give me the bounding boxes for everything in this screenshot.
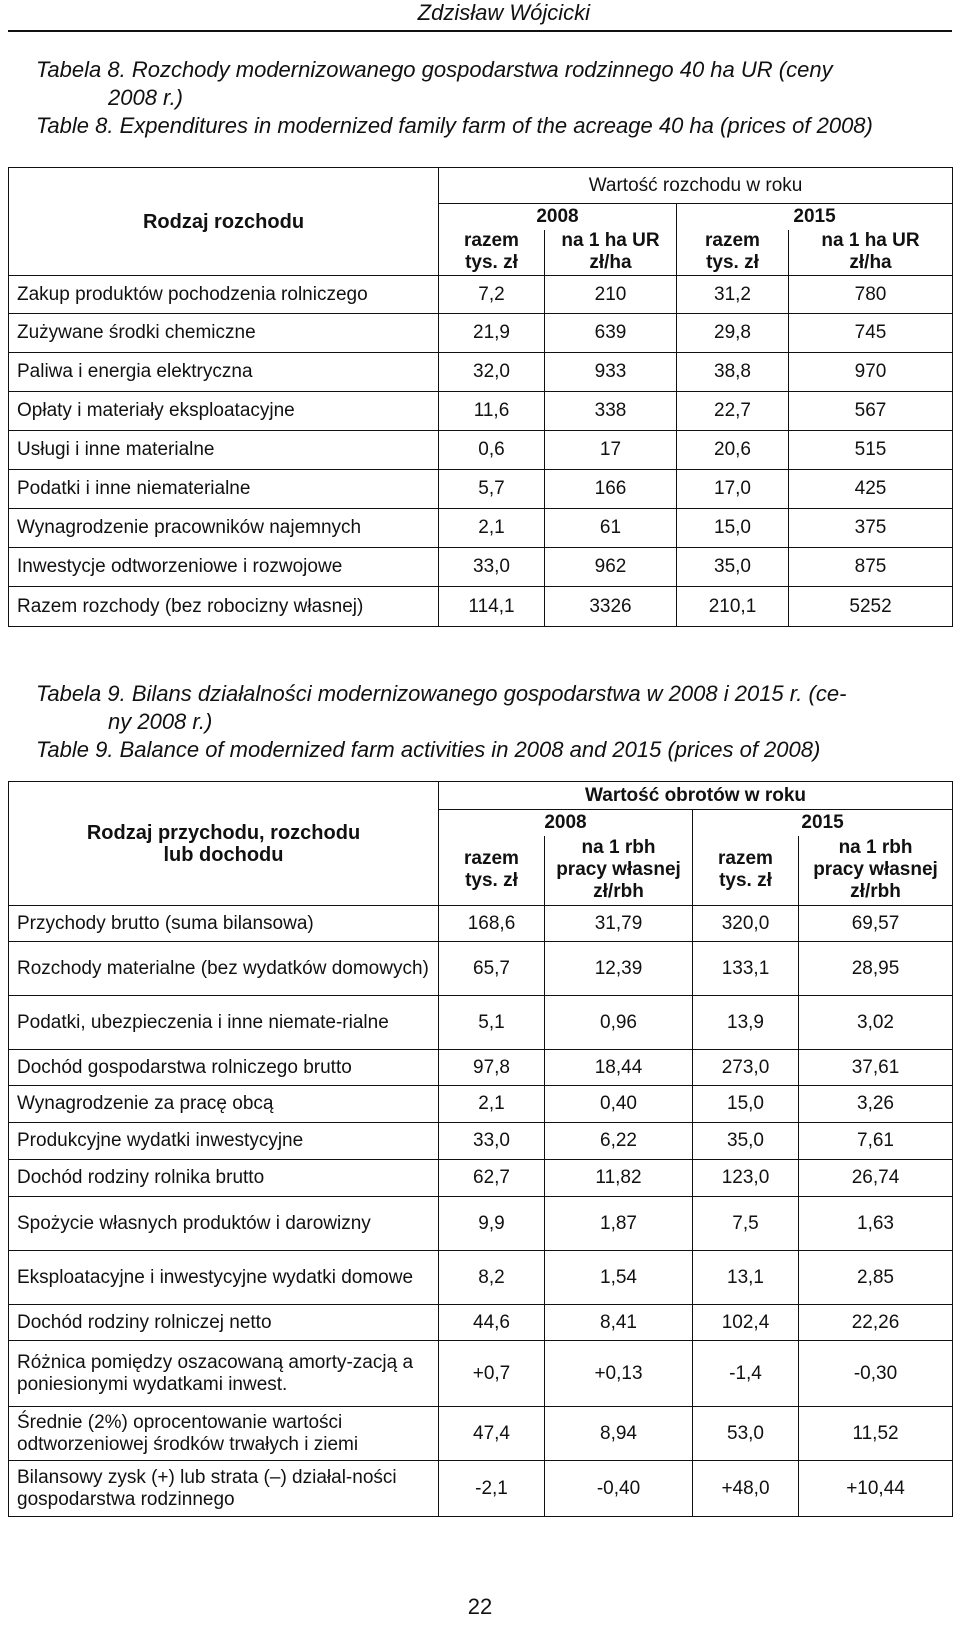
table-row [9, 1197, 953, 1251]
row-label: Rozchody materialne (bez wydatków domowych) [9, 942, 439, 996]
table-row [9, 1251, 953, 1305]
row-label: Paliwa i energia elektryczna [9, 353, 439, 392]
cell: 102,4 [693, 1305, 799, 1341]
cell: 0,96 [545, 996, 693, 1050]
cell: 15,0 [677, 509, 789, 548]
cell: 168,6 [439, 906, 545, 942]
table-row [9, 1123, 953, 1160]
row-label: Wynagrodzenie pracowników najemnych [9, 509, 439, 548]
table-row [9, 942, 953, 996]
cell: 875 [789, 548, 953, 587]
row-label: Razem rozchody (bez robocizny własnej) [9, 587, 439, 627]
cell: 8,94 [545, 1407, 693, 1461]
cell: 639 [545, 314, 677, 353]
table8-group-header: Wartość rozchodu w roku [439, 168, 953, 204]
cell: 3,26 [799, 1086, 953, 1123]
header-rule [8, 30, 952, 32]
row-label: Bilansowy zysk (+) lub strata (–) działal-ności gospodarstwa rodzinnego [9, 1461, 439, 1517]
row-label: Wynagrodzenie za pracę obcą [9, 1086, 439, 1123]
row-label: Dochód gospodarstwa rolniczego brutto [9, 1050, 439, 1086]
row-label: Spożycie własnych produktów i darowizny [9, 1197, 439, 1251]
cell: +48,0 [693, 1461, 799, 1517]
table9-group-header: Wartość obrotów w roku [439, 782, 953, 810]
cell: 2,85 [799, 1251, 953, 1305]
table-row [9, 392, 953, 431]
row-label: Średnie (2%) oprocentowanie wartości odtworzeniowej środków trwałych i ziemi [9, 1407, 439, 1461]
cell: 745 [789, 314, 953, 353]
cell: 47,4 [439, 1407, 545, 1461]
cell: 7,61 [799, 1123, 953, 1160]
table8-caption [36, 56, 956, 140]
cell: 12,39 [545, 942, 693, 996]
cell: 3326 [545, 587, 677, 627]
table9-col-total-2015: razem tys. zł [693, 836, 799, 906]
cell: -1,4 [693, 1341, 799, 1407]
row-label: Dochód rodziny rolniczej netto [9, 1305, 439, 1341]
cell: 210 [545, 276, 677, 314]
cell: 8,2 [439, 1251, 545, 1305]
table8-caption-en: Table 8. Expenditures in modernized family farm of the acreage 40 ha (prices of 2008) [36, 113, 873, 138]
cell: 8,41 [545, 1305, 693, 1341]
cell: 21,9 [439, 314, 545, 353]
cell: 7,5 [693, 1197, 799, 1251]
cell: 35,0 [693, 1123, 799, 1160]
cell: 13,9 [693, 996, 799, 1050]
cell: 31,2 [677, 276, 789, 314]
row-label: Eksploatacyjne i inwestycyjne wydatki domowe [9, 1251, 439, 1305]
row-label: Różnica pomiędzy oszacowaną amorty-zacją a poniesionymi wydatkami inwest. [9, 1341, 439, 1407]
table8-col-perha-2008: na 1 ha UR zł/ha [545, 230, 677, 276]
table-row [9, 1305, 953, 1341]
cell: 37,61 [799, 1050, 953, 1086]
cell: 33,0 [439, 548, 545, 587]
cell: 9,9 [439, 1197, 545, 1251]
cell: 32,0 [439, 353, 545, 392]
table9-caption-en: Table 9. Balance of modernized farm activities in 2008 and 2015 (prices of 2008) [36, 737, 821, 762]
cell: 970 [789, 353, 953, 392]
table8-year-2008: 2008 [439, 204, 677, 230]
cell: 97,8 [439, 1050, 545, 1086]
table9-col-total-2008: razem tys. zł [439, 836, 545, 906]
cell: 2,1 [439, 509, 545, 548]
row-label: Podatki i inne niematerialne [9, 470, 439, 509]
table9-row-label-header: Rodzaj przychodu, rozchodu lub dochodu [9, 782, 439, 906]
row-label: Zużywane środki chemiczne [9, 314, 439, 353]
cell: 166 [545, 470, 677, 509]
table8-caption-pl-line1: Tabela 8. Rozchody modernizowanego gospodarstwa rodzinnego 40 ha UR (ceny [36, 57, 833, 82]
cell: 5,7 [439, 470, 545, 509]
cell: 33,0 [439, 1123, 545, 1160]
cell: 65,7 [439, 942, 545, 996]
cell: 69,57 [799, 906, 953, 942]
cell: 338 [545, 392, 677, 431]
table8-caption-pl-line2: 2008 r.) [108, 85, 184, 110]
cell: 273,0 [693, 1050, 799, 1086]
cell: 44,6 [439, 1305, 545, 1341]
cell: 11,52 [799, 1407, 953, 1461]
cell: 22,7 [677, 392, 789, 431]
table-row [9, 906, 953, 942]
row-label: Dochód rodziny rolnika brutto [9, 1160, 439, 1197]
table-row [9, 1461, 953, 1517]
cell: 320,0 [693, 906, 799, 942]
cell: 15,0 [693, 1086, 799, 1123]
table9-col-perrbh-2015: na 1 rbh pracy własnej zł/rbh [799, 836, 953, 906]
cell: 11,82 [545, 1160, 693, 1197]
table9-year-2008: 2008 [439, 810, 693, 836]
cell: +10,44 [799, 1461, 953, 1517]
table8 [8, 167, 953, 627]
cell: 425 [789, 470, 953, 509]
cell: 6,22 [545, 1123, 693, 1160]
cell: 515 [789, 431, 953, 470]
cell: 62,7 [439, 1160, 545, 1197]
table-row [9, 314, 953, 353]
table8-col-total-2015: razem tys. zł [677, 230, 789, 276]
table9-year-2015: 2015 [693, 810, 953, 836]
cell: 210,1 [677, 587, 789, 627]
cell: 780 [789, 276, 953, 314]
cell: 35,0 [677, 548, 789, 587]
row-label: Produkcyjne wydatki inwestycyjne [9, 1123, 439, 1160]
cell: 5,1 [439, 996, 545, 1050]
table9-col-perrbh-2008: na 1 rbh pracy własnej zł/rbh [545, 836, 693, 906]
table8-row-label-header: Rodzaj rozchodu [9, 168, 439, 276]
cell: 26,74 [799, 1160, 953, 1197]
table-row [9, 1341, 953, 1407]
cell: 11,6 [439, 392, 545, 431]
row-label: Przychody brutto (suma bilansowa) [9, 906, 439, 942]
table-row [9, 276, 953, 314]
table-row [9, 587, 953, 627]
cell: 17,0 [677, 470, 789, 509]
cell: -0,30 [799, 1341, 953, 1407]
table-row [9, 509, 953, 548]
table9-caption-pl-line1: Tabela 9. Bilans działalności modernizowanego gospodarstwa w 2008 i 2015 r. (ce- [36, 681, 847, 706]
cell: 0,6 [439, 431, 545, 470]
row-label: Podatki, ubezpieczenia i inne niemate-rialne [9, 996, 439, 1050]
row-label: Zakup produktów pochodzenia rolniczego [9, 276, 439, 314]
cell: 20,6 [677, 431, 789, 470]
cell: 5252 [789, 587, 953, 627]
row-label: Inwestycje odtworzeniowe i rozwojowe [9, 548, 439, 587]
cell: -0,40 [545, 1461, 693, 1517]
cell: -2,1 [439, 1461, 545, 1517]
cell: 3,02 [799, 996, 953, 1050]
cell: 375 [789, 509, 953, 548]
cell: 1,54 [545, 1251, 693, 1305]
cell: 133,1 [693, 942, 799, 996]
table-row [9, 353, 953, 392]
cell: +0,13 [545, 1341, 693, 1407]
cell: 123,0 [693, 1160, 799, 1197]
cell: 17 [545, 431, 677, 470]
cell: 933 [545, 353, 677, 392]
table-row [9, 1160, 953, 1197]
cell: 567 [789, 392, 953, 431]
table-row [9, 996, 953, 1050]
table8-col-total-2008: razem tys. zł [439, 230, 545, 276]
table8-year-2015: 2015 [677, 204, 953, 230]
cell: 31,79 [545, 906, 693, 942]
cell: 2,1 [439, 1086, 545, 1123]
table-row [9, 1407, 953, 1461]
table9-caption [36, 680, 956, 764]
cell: 18,44 [545, 1050, 693, 1086]
row-label: Opłaty i materiały eksploatacyjne [9, 392, 439, 431]
running-header-author: Zdzisław Wójcicki [417, 0, 590, 25]
table-row [9, 470, 953, 509]
table-row [9, 1086, 953, 1123]
cell: 1,63 [799, 1197, 953, 1251]
table9-caption-pl-line2: ny 2008 r.) [108, 709, 213, 734]
cell: 962 [545, 548, 677, 587]
table-row [9, 431, 953, 470]
table-row [9, 548, 953, 587]
table9 [8, 781, 953, 1517]
row-label: Usługi i inne materialne [9, 431, 439, 470]
cell: 7,2 [439, 276, 545, 314]
cell: 114,1 [439, 587, 545, 627]
cell: 28,95 [799, 942, 953, 996]
cell: 29,8 [677, 314, 789, 353]
cell: 61 [545, 509, 677, 548]
table-row [9, 1050, 953, 1086]
cell: 0,40 [545, 1086, 693, 1123]
page-number: 22 [467, 1594, 493, 1619]
table8-col-perha-2015: na 1 ha UR zł/ha [789, 230, 953, 276]
cell: 38,8 [677, 353, 789, 392]
cell: +0,7 [439, 1341, 545, 1407]
cell: 1,87 [545, 1197, 693, 1251]
cell: 13,1 [693, 1251, 799, 1305]
cell: 22,26 [799, 1305, 953, 1341]
cell: 53,0 [693, 1407, 799, 1461]
